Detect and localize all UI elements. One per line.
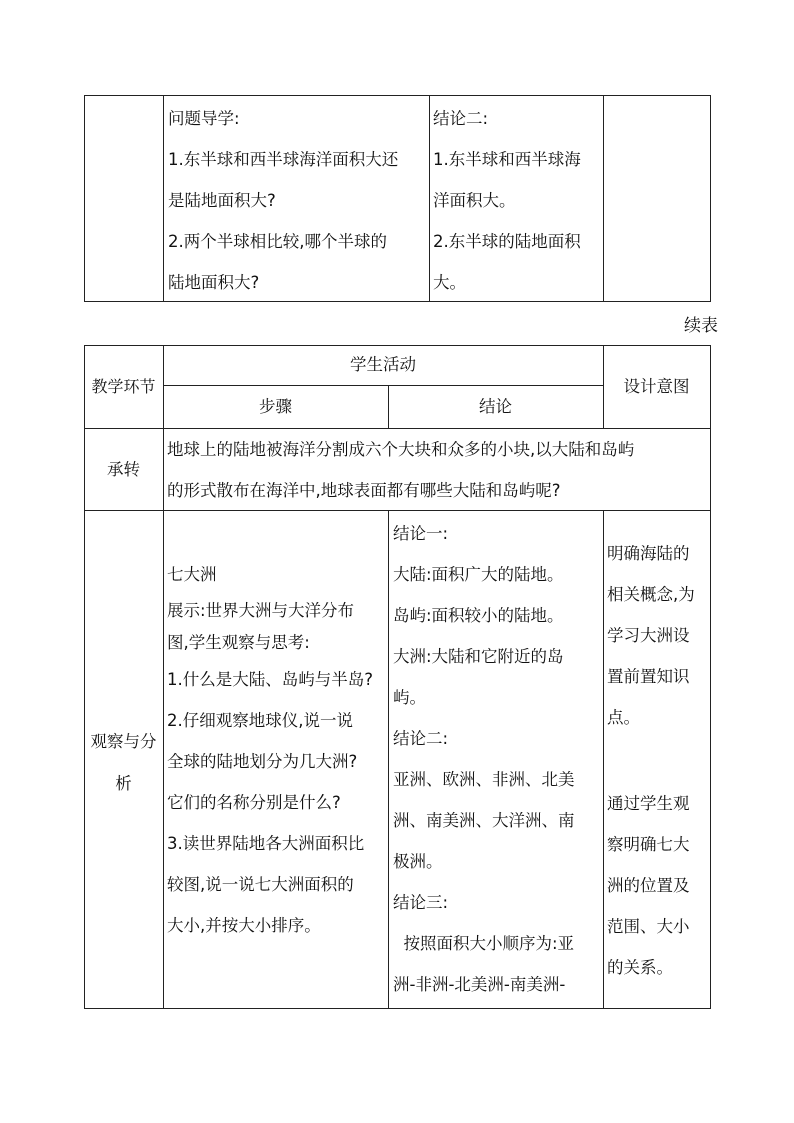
header-steps: 步骤: [259, 397, 292, 416]
text-line: 较图,说一说七大洲面积的: [167, 875, 354, 894]
text-line: 1.东半球和西半球海: [433, 150, 581, 169]
text-line: 图,学生观察与思考:: [167, 633, 310, 652]
text-line: 大洲:大陆和它附近的岛: [393, 647, 564, 666]
text-line: 结论一:: [393, 524, 449, 543]
table-top-conclusion-cell: [433, 98, 601, 303]
text-line: 极洲。: [393, 852, 443, 871]
text-line: 问题导学:: [168, 109, 240, 128]
text-line: 的形式散布在海洋中,地球表面都有哪些大陆和岛屿呢?: [167, 481, 561, 500]
header-design-intent: 设计意图: [623, 377, 690, 396]
text-line: 洲、南美洲、大洋洲、南: [393, 811, 575, 830]
transition-text: [167, 429, 709, 511]
text-line: 亚洲、欧洲、非洲、北美: [393, 770, 575, 789]
text-line: 3.读世界陆地各大洲面积比: [167, 834, 365, 853]
text-line: 是陆地面积大?: [168, 191, 276, 210]
text-line: 大小,并按大小排序。: [167, 916, 321, 935]
text-line: 全球的陆地划分为几大洲?: [167, 752, 358, 771]
text-line: 学习大洲设: [607, 626, 690, 645]
text-line: 点。: [607, 708, 640, 727]
text-line: 按照面积大小顺序为:亚: [393, 934, 575, 953]
text-line: 明确海陆的: [607, 544, 690, 563]
text-line: 它们的名称分别是什么?: [167, 793, 341, 812]
observation-design-intent-a: [607, 533, 710, 738]
observation-conclusions: [393, 513, 602, 1005]
text-line: 岛屿:面积较小的陆地。: [393, 606, 564, 625]
table-top-steps-cell: [168, 98, 428, 303]
text-line: 1.东半球和西半球海洋面积大还: [168, 150, 399, 169]
text-line: 析: [115, 774, 132, 793]
text-line: 的关系。: [607, 958, 673, 977]
observation-label: [84, 721, 163, 805]
text-line: 2.两个半球相比较,哪个半球的: [168, 232, 387, 251]
text-line: 陆地面积大?: [168, 273, 260, 292]
text-line: 结论三:: [393, 893, 449, 912]
text-line: 七大洲: [167, 565, 217, 584]
text-line: 地球上的陆地被海洋分割成六个大块和众多的小块,以大陆和岛屿: [167, 440, 635, 459]
text-line: 通过学生观: [607, 794, 690, 813]
text-line: 大。: [433, 273, 466, 292]
text-line: 察明确七大: [607, 835, 690, 854]
text-line: 2.东半球的陆地面积: [433, 232, 581, 251]
text-line: 范围、大小: [607, 917, 690, 936]
header-conclusion: 结论: [479, 397, 512, 416]
text-line: 大陆:面积广大的陆地。: [393, 565, 564, 584]
text-line: 结论二:: [393, 729, 449, 748]
text-line: 洋面积大。: [433, 191, 516, 210]
transition-label: 承转: [107, 460, 140, 479]
text-line: 相关概念,为: [607, 585, 695, 604]
text-line: 观察与分: [90, 732, 157, 751]
text-line: 洲的位置及: [607, 876, 690, 895]
text-line: 屿。: [393, 688, 426, 707]
text-line: 结论二:: [433, 109, 489, 128]
text-line: 展示:世界大洲与大洋分布: [167, 601, 355, 620]
text-line: 1.什么是大陆、岛屿与半岛?: [167, 670, 374, 689]
text-line: 洲-非洲-北美洲-南美洲-: [393, 975, 566, 994]
continued-table-label: 续表: [684, 316, 718, 336]
text-line: 置前置知识: [607, 667, 690, 686]
observation-design-intent-b: [607, 783, 710, 988]
header-student-activity: 学生活动: [350, 355, 416, 374]
observation-steps: [167, 554, 387, 946]
text-line: 2.仔细观察地球仪,说一说: [167, 711, 353, 730]
header-teaching-stage: 教学环节: [91, 377, 156, 396]
